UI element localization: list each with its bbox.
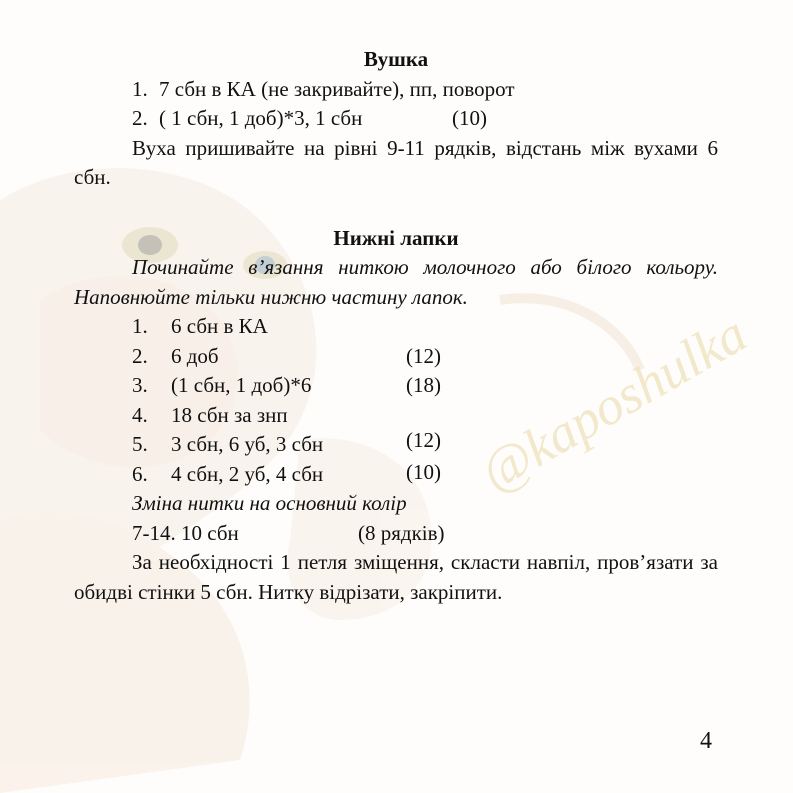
row-text: 6 доб [171,343,219,368]
row-count: (12) [406,343,441,368]
color-change-note [74,489,718,519]
list-item [74,312,718,342]
list-item [74,460,718,490]
list-item [74,104,718,134]
row-number: 5. [132,432,148,456]
list-item [74,342,718,372]
row-number: 1. [132,76,148,101]
finish-note: За необхідності 1 петля зміщення, скласти навпіл, пров’язати за обидві стінки 5 сбн. Нитку відрізати, закріпити. [74,550,718,604]
row-number: 6. [132,461,148,486]
row-number: 2. [132,106,148,130]
legs-intro: Починайте в’язання ниткою молочного або білого кольору. Наповнюйте тільки нижню частину лапок. [74,255,718,309]
range-row [74,519,718,549]
row-number: 4. [132,402,148,427]
row-count: (10) [452,106,487,130]
row-text: ( 1 сбн, 1 доб)*3, 1 сбн [159,106,363,130]
list-item [74,75,718,105]
row-text: 6 сбн в КА [171,314,268,338]
page-number: 4 [700,728,712,754]
row-text: 4 сбн, 2 уб, 4 сбн [171,461,324,486]
row-number: 2. [132,343,148,368]
ears-title: Вушка [363,47,429,71]
row-number: 3. [132,373,148,397]
row-text: (1 сбн, 1 доб)*6 [171,373,312,397]
ears-note: Вуха пришивайте на рівні 9-11 рядків, відстань між вухами 6 сбн. [74,135,718,189]
row-count: (12) [406,428,441,452]
row-count: (18) [406,373,441,397]
row-text: 7 сбн в КА (не закривайте), пп, поворот [159,76,515,101]
row-text: 3 сбн, 6 уб, 3 сбн [171,432,324,456]
list-item [74,401,718,431]
list-item [74,371,718,401]
row-text: 18 сбн за знп [171,402,288,427]
range-row-count: (8 рядків) [358,520,445,545]
row-count: (10) [406,459,441,484]
list-item [74,430,718,460]
row-number: 1. [132,314,148,338]
legs-title: Нижні лапки [333,225,459,250]
document-page [74,45,718,607]
color-change-text: Зміна нитки на основний колір [132,491,407,515]
range-row-label: 7-14. 10 сбн [132,520,239,545]
watermark: @kaposhulka [470,303,757,503]
